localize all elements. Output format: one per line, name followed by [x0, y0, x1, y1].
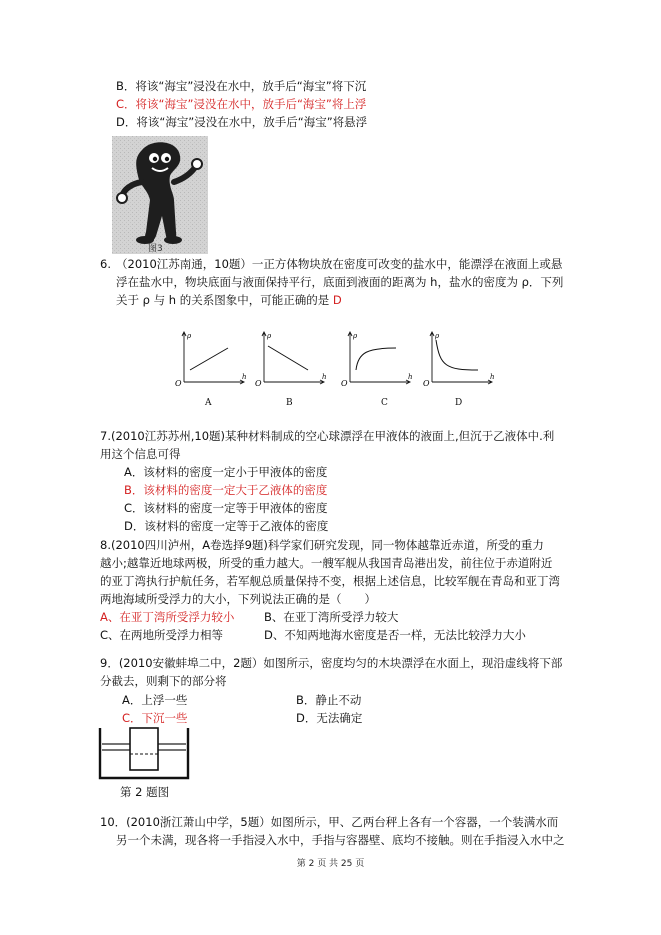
q6-graph-a-y-axis [182, 332, 186, 382]
q10-line-1: 10．(2010浙江萧山中学，5题）如图所示，甲、乙两台秤上各有一个容器，一个装满水而 [100, 815, 559, 829]
q7-line-2: 用这个信息可得 [100, 447, 181, 461]
q6-graph-b-x-label: h [322, 373, 327, 381]
q6-graph-a-x-label: h [242, 373, 247, 381]
q6-graph-a-y-label: ρ [187, 332, 192, 340]
q8-line-1: 8.(2010四川泸州，A卷选择9题)科学家们研究发现，同一物体越靠近赤道，所受的重力 [100, 538, 544, 552]
q6-graph-b-y-axis [262, 332, 266, 382]
q6-graph-c-x-label: h [408, 373, 413, 381]
q6-line-3: 关于 ρ 与 h 的关系图象中，可能正确的是 D [116, 293, 342, 307]
q8-option-d: D、不知两地海水密度是否一样，无法比较浮力大小 [264, 628, 526, 642]
q5-option-c-answer: C．将该“海宝”浸没在水中，放手后“海宝”将上浮 [116, 97, 367, 111]
q9-option-a: A．上浮一些 [122, 693, 188, 707]
q7-option-c: C．该材料的密度一定等于甲液体的密度 [124, 501, 328, 515]
q8-line-3: 的亚丁湾执行护航任务，若军舰总质量保持不变，根据上述信息，比较军舰在青岛和亚丁湾 [100, 574, 560, 588]
q6-graph-label-b: B [286, 398, 293, 408]
q6-graph-b-y-label: ρ [267, 332, 272, 340]
q6-graph-d-curve [436, 340, 478, 370]
q6-graph-b [255, 332, 327, 388]
q6-line-2: 浮在盐水中，物块底面与液面保持平行，底面到液面的距离为 h，盐水的密度为 ρ．下列 [116, 275, 564, 289]
q8-option-a-answer: A、在亚丁湾所受浮力较小 [100, 610, 235, 624]
q9-line-1: 9．(2010安徽蚌埠二中，2题）如图所示，密度均匀的木块漂浮在水面上，现沿虚线将下部 [100, 656, 563, 670]
q6-graph-d [423, 332, 495, 388]
q6-graph-a-origin-label: O [175, 379, 182, 388]
q7-option-b-answer: B．该材料的密度一定大于乙液体的密度 [124, 483, 328, 497]
q6-graphs [170, 326, 495, 406]
q8-line-2: 越小;越靠近地球两极，所受的重力越大。一艘军舰从我国青岛港出发，前往位于赤道附近 [100, 556, 553, 570]
q9-option-c-answer: C．下沉一些 [122, 711, 188, 725]
page-footer: 第 2 页 共 25 页 [296, 859, 365, 869]
q8-option-b: B、在亚丁湾所受浮力较大 [264, 610, 399, 624]
q9-option-d: D．无法确定 [296, 711, 363, 725]
q6-graph-label-a: A [205, 398, 212, 408]
q6-number: 6. [100, 257, 111, 271]
q7-option-d: D．该材料的密度一定等于乙液体的密度 [124, 519, 329, 533]
q6-graph-c-origin-label: O [341, 379, 348, 388]
q9-figure-caption: 第 2 题图 [120, 785, 170, 799]
q6-graph-c-y-axis [348, 332, 352, 382]
q6-line-1: （2010江苏南通，10题）一正方体物块放在密度可改变的盐水中，能漂浮在液面上或悬 [116, 257, 563, 271]
q9-option-b: B．静止不动 [296, 693, 362, 707]
q5-figure-caption: 图3 [148, 244, 163, 254]
q7-option-a: A．该材料的密度一定小于甲液体的密度 [124, 465, 328, 479]
q6-graph-d-origin-label: O [423, 379, 430, 388]
q6-graph-c-x-axis [350, 380, 410, 384]
q6-graph-d-x-label: h [490, 373, 495, 381]
q5-option-b: B．将该“海宝”浸没在水中，放手后“海宝”将下沉 [116, 79, 367, 93]
q6-graph-b-curve [268, 346, 308, 370]
q6-graph-b-origin-label: O [255, 379, 262, 388]
q6-graph-d-y-label: ρ [435, 332, 440, 340]
haibao-mascot-image [112, 136, 208, 254]
q6-graph-c [341, 332, 413, 388]
q8-option-c: C、在两地所受浮力相等 [100, 628, 224, 642]
q6-graph-b-x-axis [264, 380, 324, 384]
q9-beaker-figure [96, 726, 192, 782]
q6-graph-c-y-label: ρ [353, 332, 358, 340]
q6-answer: D [332, 293, 342, 307]
q10-line-2: 另一个未满，现各将一手指浸入水中，手指与容器壁、底均不接触。则在手指浸入水中之 [116, 833, 565, 847]
q6-graph-c-curve [356, 348, 396, 370]
q6-graph-d-x-axis [432, 380, 492, 384]
q6-graph-d-y-axis [430, 332, 434, 382]
q6-graph-a-x-axis [184, 380, 244, 384]
q6-graph-a-curve [190, 348, 228, 370]
q8-line-4: 两地海域所受浮力的大小，下列说法正确的是（ ） [100, 592, 376, 606]
q6-graph-label-c: C [381, 398, 388, 408]
q6-graph-a [175, 332, 247, 388]
q5-option-d: D．将该“海宝”浸没在水中，放手后“海宝”将悬浮 [116, 115, 368, 129]
q7-line-1: 7.(2010江苏苏州,10题)某种材料制成的空心球漂浮在甲液体的液面上,但沉于乙液体中.利 [100, 429, 555, 443]
q6-graph-label-d: D [455, 398, 463, 408]
q9-line-2: 分截去，则剩下的部分将 [100, 674, 227, 688]
